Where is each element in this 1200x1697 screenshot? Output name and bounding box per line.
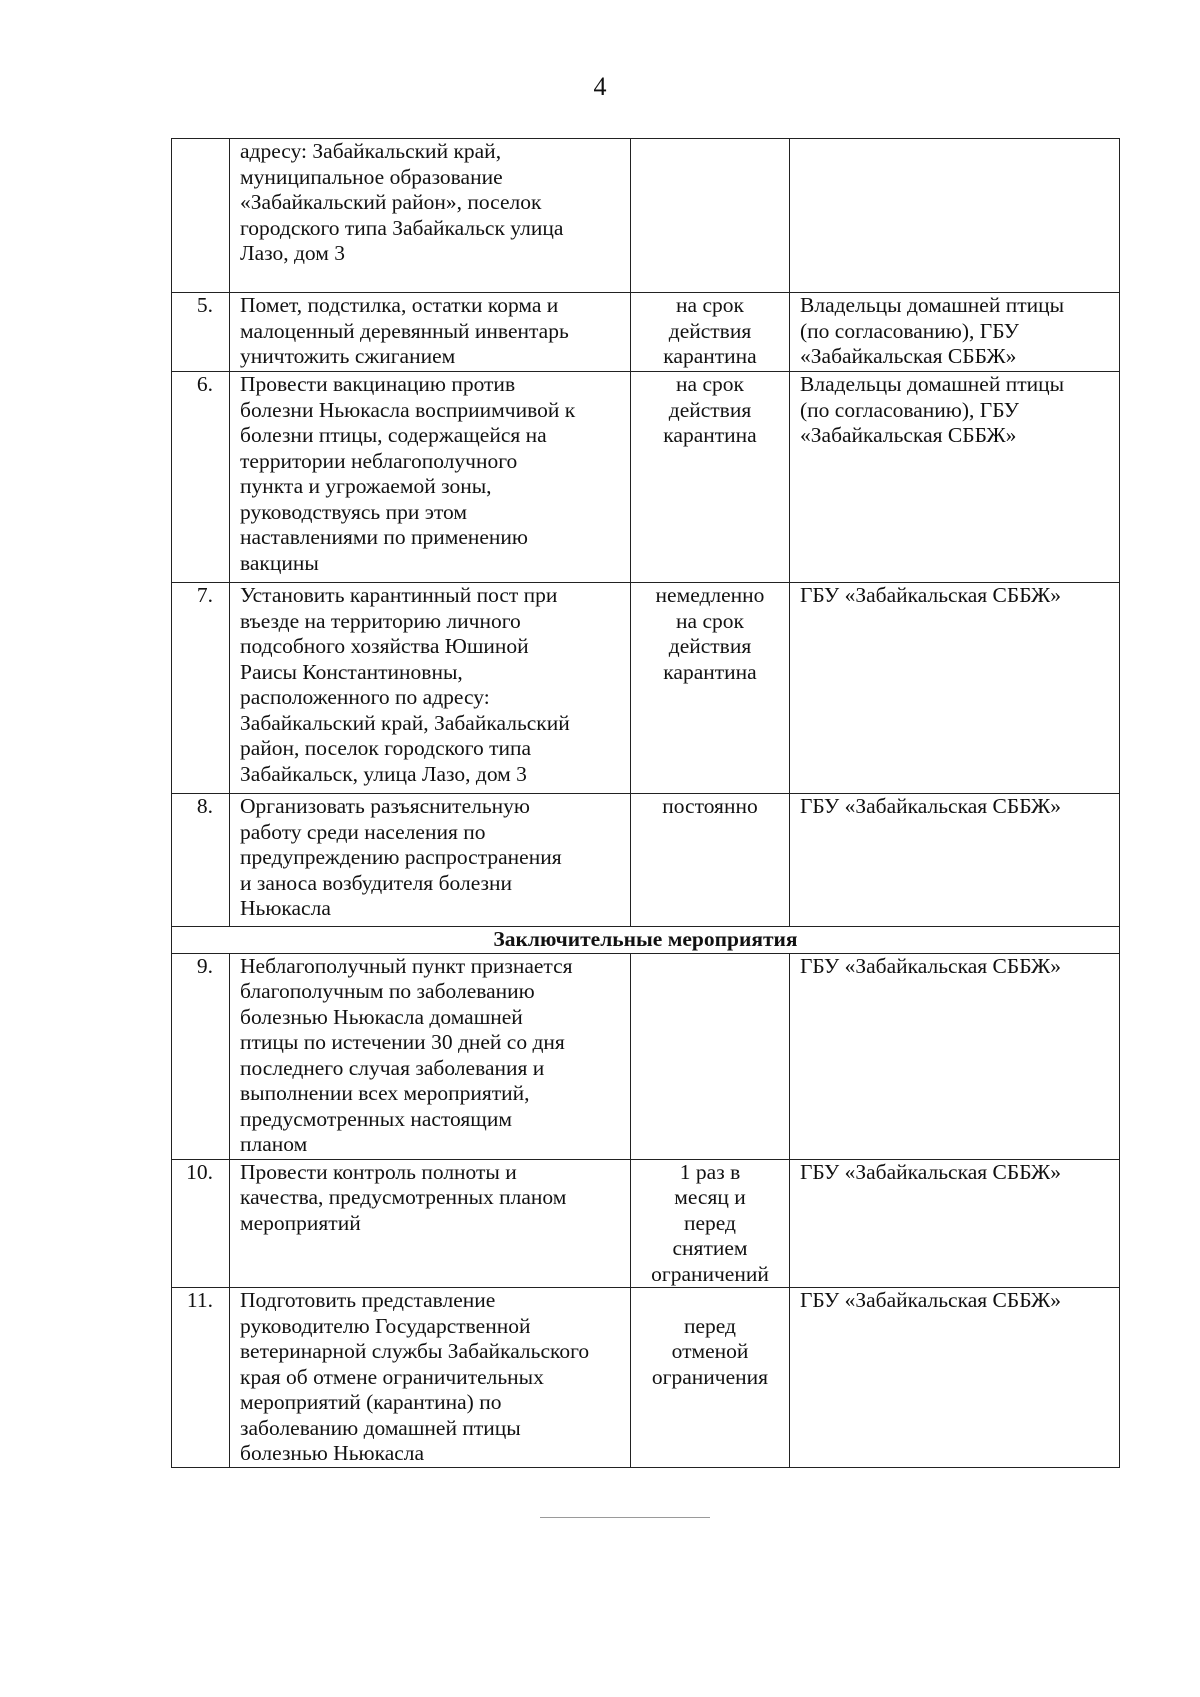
table-row — [172, 1288, 1120, 1468]
term-cell: перед отменой ограничения — [631, 1288, 790, 1468]
term-cell: на срок действия карантина — [631, 372, 790, 583]
term-cell: на срок действия карантина — [631, 293, 790, 372]
section-row — [172, 927, 1120, 954]
action-cell: Организовать разъяснительную работу среди населения по предупреждению распространения и заноса возбудителя болезни Ньюкасла — [230, 794, 631, 927]
action-cell: Установить карантинный пост при въезде на территорию личного подсобного хозяйства Юшиной Раисы Константиновны, расположенного по адресу: Забайкальский край, Забайкальский район, поселок городского типа Забайкальск, улица Лазо, дом 3 — [230, 583, 631, 794]
row-number: 6. — [172, 372, 230, 583]
table-row — [172, 139, 1120, 293]
responsible-cell: Владельцы домашней птицы (по согласованию), ГБУ «Забайкальская СББЖ» — [790, 372, 1120, 583]
row-number: 5. — [172, 293, 230, 372]
term-cell — [631, 953, 790, 1159]
table-row — [172, 372, 1120, 583]
action-cell: Провести контроль полноты и качества, предусмотренных планом мероприятий — [230, 1159, 631, 1288]
term-cell: постоянно — [631, 794, 790, 927]
table-row — [172, 583, 1120, 794]
footer-divider — [540, 1517, 710, 1518]
row-number: 9. — [172, 953, 230, 1159]
responsible-cell: Владельцы домашней птицы (по согласованию), ГБУ «Забайкальская СББЖ» — [790, 293, 1120, 372]
table-row — [172, 293, 1120, 372]
table-row — [172, 1159, 1120, 1288]
responsible-cell: ГБУ «Забайкальская СББЖ» — [790, 1288, 1120, 1468]
section-title: Заключительные мероприятия — [172, 927, 1120, 954]
row-number — [172, 139, 230, 293]
action-cell: Подготовить представление руководителю Государственной ветеринарной службы Забайкальского края об отмене ограничительных мероприятий (карантина) по заболеванию домашней птицы болезнью Ньюкасла — [230, 1288, 631, 1468]
term-cell: немедленно на срок действия карантина — [631, 583, 790, 794]
table-row — [172, 794, 1120, 927]
responsible-cell: ГБУ «Забайкальская СББЖ» — [790, 794, 1120, 927]
measures-table — [171, 138, 1120, 1468]
table-row — [172, 953, 1120, 1159]
row-number: 11. — [172, 1288, 230, 1468]
term-cell: 1 раз в месяц и перед снятием ограничений — [631, 1159, 790, 1288]
action-cell: Неблагополучный пункт признается благополучным по заболеванию болезнью Ньюкасла домашней птицы по истечении 30 дней со дня последнего случая заболевания и выполнении всех мероприятий, предусмотренных настоящим планом — [230, 953, 631, 1159]
term-cell — [631, 139, 790, 293]
row-number: 7. — [172, 583, 230, 794]
page-number: 4 — [593, 72, 607, 101]
row-number: 10. — [172, 1159, 230, 1288]
action-cell: Провести вакцинацию против болезни Ньюкасла восприимчивой к болезни птицы, содержащейся на территории неблагополучного пункта и угрожаемой зоны, руководствуясь при этом наставлениями по применению вакцины — [230, 372, 631, 583]
row-number: 8. — [172, 794, 230, 927]
action-cell: адресу: Забайкальский край, муниципальное образование «Забайкальский район», поселок городского типа Забайкальск улица Лазо, дом 3 — [230, 139, 631, 293]
responsible-cell: ГБУ «Забайкальская СББЖ» — [790, 1159, 1120, 1288]
responsible-cell: ГБУ «Забайкальская СББЖ» — [790, 953, 1120, 1159]
responsible-cell — [790, 139, 1120, 293]
responsible-cell: ГБУ «Забайкальская СББЖ» — [790, 583, 1120, 794]
action-cell: Помет, подстилка, остатки корма и малоценный деревянный инвентарь уничтожить сжиганием — [230, 293, 631, 372]
